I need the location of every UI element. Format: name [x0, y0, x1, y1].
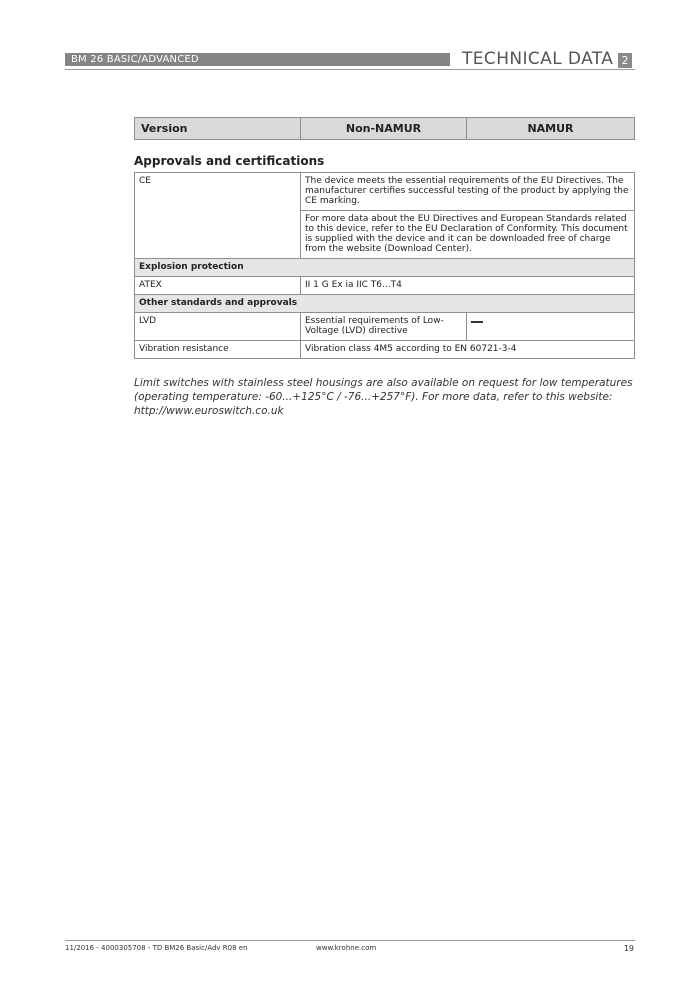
version-non-namur: Non-NAMUR — [301, 118, 467, 140]
table-row — [135, 277, 635, 295]
lvd-value: Essential requirements of Low-Voltage (LVD) directive — [301, 313, 467, 341]
header-rule — [65, 69, 635, 70]
table-row — [135, 295, 635, 313]
atex-label: ATEX — [135, 277, 301, 295]
page-number: 19 — [623, 944, 634, 953]
approvals-heading: Approvals and certifications — [134, 154, 325, 168]
version-table — [134, 117, 635, 140]
approvals-table — [134, 172, 635, 359]
vibration-label: Vibration resistance — [135, 341, 301, 359]
lvd-label: LVD — [135, 313, 301, 341]
table-row — [135, 259, 635, 277]
table-row — [135, 173, 635, 211]
table-row — [135, 341, 635, 359]
vibration-value: Vibration class 4M5 according to EN 60721-3-4 — [301, 341, 635, 359]
ce-label: CE — [135, 173, 301, 259]
stainless-steel-note: Limit switches with stainless steel housings are also available on request for low temperatures (operating temperature: -60...+125°C / -76...+257°F). For more data, refer to this website: http://www.euroswitch.co.uk — [134, 377, 633, 417]
version-namur: NAMUR — [467, 118, 635, 140]
document-title: BM 26 BASIC/ADVANCED — [71, 54, 199, 65]
explosion-protection-heading: Explosion protection — [135, 259, 635, 277]
ce-text-2: For more data about the EU Directives and European Standards related to this device, refer to the EU Declaration of Conformity. This document is supplied with the device and it can be downloaded free of charge from the website (Download Center). — [301, 211, 635, 259]
footer-rule — [65, 940, 635, 941]
dash-icon — [471, 321, 483, 323]
version-row — [135, 118, 635, 140]
ce-text-1: The device meets the essential requirements of the EU Directives. The manufacturer certifies successful testing of the product by applying the CE marking. — [301, 173, 635, 211]
table-row — [135, 313, 635, 341]
version-label: Version — [135, 118, 301, 140]
section-title: TECHNICAL DATA — [462, 49, 614, 69]
lvd-namur-cell — [467, 313, 635, 341]
footer-website: www.krohne.com — [316, 944, 377, 952]
other-standards-heading: Other standards and approvals — [135, 295, 635, 313]
atex-value: II 1 G Ex ia IIC T6...T4 — [301, 277, 635, 295]
chapter-number: 2 — [618, 53, 632, 68]
footer-document-id: 11/2016 - 4000305708 - TD BM26 Basic/Adv R08 en — [65, 944, 248, 952]
